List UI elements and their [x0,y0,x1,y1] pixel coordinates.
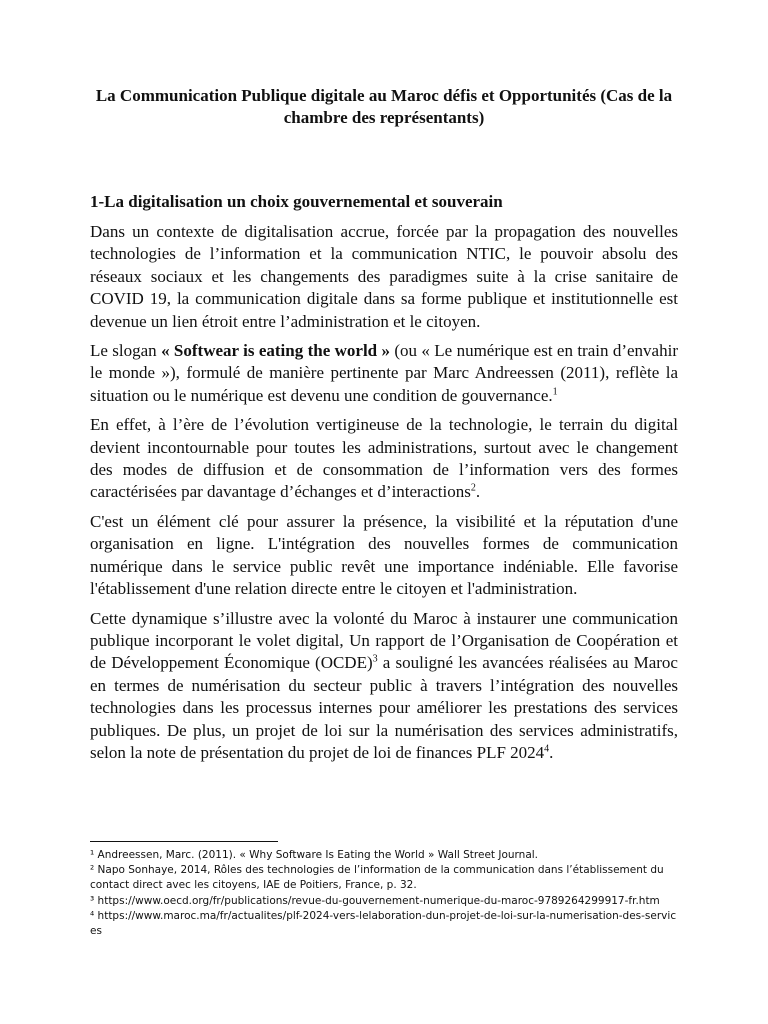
paragraph-3 [90,414,678,504]
paragraph-5-end: . [549,742,554,762]
paragraph-5-part-b: a souligné les avancées réalisées au Maroc en termes de numérisation du secteur public à travers l’intégration des nouvelles technologies dans les processus internes pour améliorer les prestations des services publiques. De plus, un projet de loi sur la numérisation des services administratifs, selon la note de présentation du projet de loi de finances PLF 2024 [90,653,678,762]
slogan-text: « Softwear is eating the world » [161,341,391,361]
footnotes [90,848,680,939]
footnote-ref-3: 3 [372,653,378,665]
footnote-4: ⁴ https://www.maroc.ma/fr/actualites/plf-2024-vers-lelaboration-dun-projet-de-loi-sur-la-numerisation-des-services [90,909,677,938]
footnote-divider [90,841,278,842]
footnote-ref-2: 2 [470,482,476,494]
document-title: La Communication Publique digitale au Maroc défis et Opportunités (Cas de la chambre des représentants) [95,86,673,127]
paragraph-4: C'est un élément clé pour assurer la présence, la visibilité et la réputation d'une organisation en ligne. L'intégration des nouvelles formes de communication numérique dans le service public revêt une importance indéniable. Elle favorise l'établissement d'une relation directe entre le citoyen et l'administration. [90,511,678,599]
paragraph-5-part-a: Cette dynamique s’illustre avec la volonté du Maroc à instaurer une communication publique incorporant le volet digital, Un rapport de l’Organisation de Coopération et de Développement Économique (OCDE) [90,608,678,673]
paragraph-2 [90,340,678,407]
paragraph-3-body: En effet, à l’ère de l’évolution vertigineuse de la technologie, le terrain du digital devient incontournable pour toutes les administrations, surtout avec le changement des modes de diffusion et de consommation de l’information vers des formes caractérisées par davantage d’échanges et d’interactions [90,415,678,502]
footnote-ref-4: 4 [544,743,550,755]
paragraph-3-end: . [475,482,481,502]
section-heading: 1-La digitalisation un choix gouvernemental et souverain [90,192,503,211]
footnote-2: ² Napo Sonhaye, 2014, Rôles des technologies de l’information de la communication dans l’établissement du contact direct avec les citoyens, IAE de Poitiers, France, p. 32. [90,864,664,892]
footnote-1: ¹ Andreessen, Marc. (2011). « Why Software Is Eating the World » Wall Street Journal. [90,849,539,861]
paragraph-2-body: (ou « Le numérique est en train d’envahir le monde »), formulé de manière pertinente par Marc Andreessen (2011), reflète la situation ou le numérique est devenu une condition de gouvernance. [90,341,678,405]
footnote-3: ³ https://www.oecd.org/fr/publications/revue-du-gouvernement-numerique-du-maroc-9789264299917-fr.htm [90,894,660,907]
footnote-ref-1: 1 [552,386,558,398]
paragraph-5 [90,608,678,765]
paragraph-2-lead: Le slogan [90,341,162,361]
paragraph-1: Dans un contexte de digitalisation accrue, forcée par la propagation des nouvelles technologies de l’information et la communication NTIC, le pouvoir absolu des réseaux sociaux et les changements des paradigmes suite à la crise sanitaire de COVID 19, la communication digitale dans sa forme publique et institutionnelle est devenue un lien étroit entre l’administration et le citoyen. [90,222,678,331]
